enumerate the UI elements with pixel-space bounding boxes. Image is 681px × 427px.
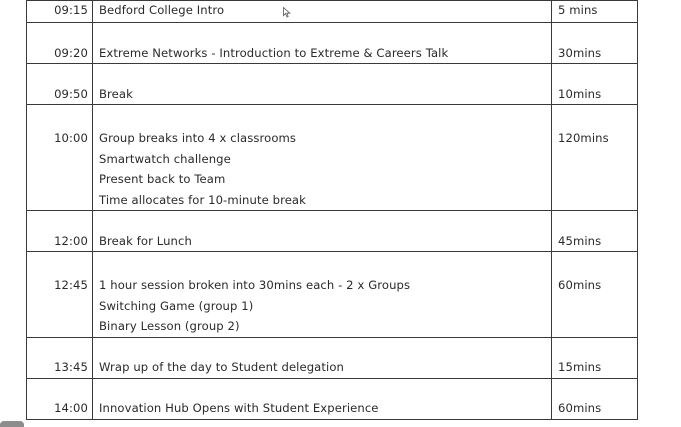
row-duration: 60mins — [552, 252, 638, 338]
row-time: 09:20 — [27, 23, 93, 64]
schedule-table — [26, 0, 638, 420]
activity-line: Break — [99, 86, 133, 101]
row-time: 10:00 — [27, 105, 93, 211]
table-row — [27, 23, 638, 64]
row-time: 13:45 — [27, 337, 93, 378]
row-activity — [93, 378, 552, 419]
activity-line: Bedford College Intro — [99, 3, 225, 17]
activity-line: Extreme Networks - Introduction to Extreme & Careers Talk — [99, 45, 449, 60]
row-duration: 15mins — [552, 337, 638, 378]
row-activity — [93, 211, 552, 252]
row-activity — [93, 105, 552, 211]
row-duration: 120mins — [552, 105, 638, 211]
activity-line: Smartwatch challenge — [99, 151, 231, 166]
activity-line: Switching Game (group 1) — [99, 298, 254, 313]
row-time: 12:45 — [27, 252, 93, 338]
table-row — [27, 64, 638, 105]
row-activity — [93, 337, 552, 378]
activity-line: Innovation Hub Opens with Student Experience — [99, 401, 379, 415]
activity-line: Present back to Team — [99, 172, 226, 186]
row-activity — [93, 64, 552, 105]
row-time: 12:00 — [27, 211, 93, 252]
corner-tab[interactable] — [0, 421, 24, 427]
row-duration: 30mins — [552, 23, 638, 64]
table-row — [27, 378, 638, 419]
table-row — [27, 105, 638, 211]
activity-line: Break for Lunch — [99, 233, 192, 248]
table-row — [27, 1, 638, 23]
row-time: 09:50 — [27, 64, 93, 105]
activity-line: Binary Lesson (group 2) — [99, 319, 240, 333]
row-duration: 10mins — [552, 64, 638, 105]
row-activity — [93, 1, 552, 23]
table-row — [27, 211, 638, 252]
row-time: 14:00 — [27, 378, 93, 419]
activity-line: Time allocates for 10-minute break — [99, 192, 306, 207]
row-duration: 45mins — [552, 211, 638, 252]
activity-line: Group breaks into 4 x classrooms — [99, 131, 297, 145]
row-duration: 60mins — [552, 378, 638, 419]
activity-line: 1 hour session broken into 30mins each - 2 x Groups — [99, 278, 411, 292]
row-duration: 5 mins — [552, 1, 638, 23]
row-activity — [93, 23, 552, 64]
row-time: 09:15 — [27, 1, 93, 23]
table-row — [27, 252, 638, 338]
activity-line: Wrap up of the day to Student delegation — [99, 360, 344, 374]
row-activity — [93, 252, 552, 338]
table-row — [27, 337, 638, 378]
